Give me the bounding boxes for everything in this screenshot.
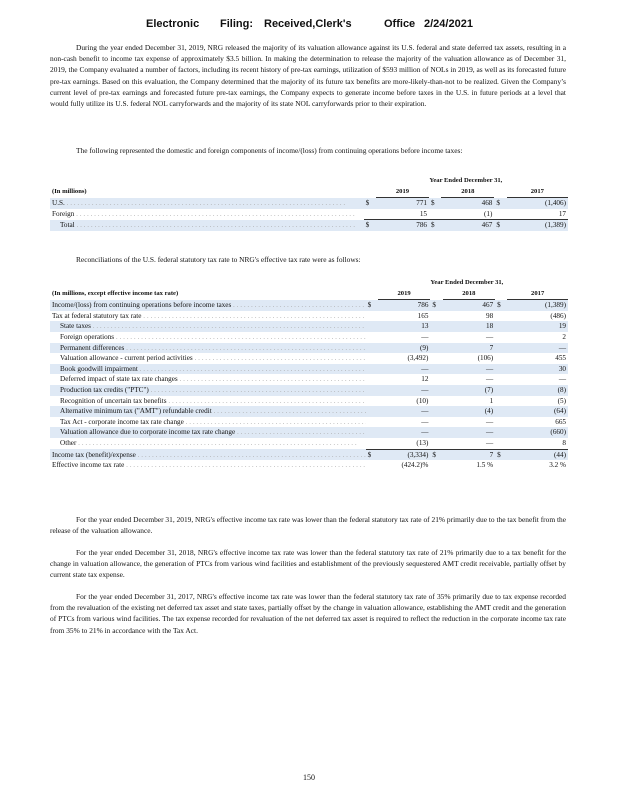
paragraph-2019-rate: For the year ended December 31, 2019, NRG's effective income tax rate was lower than the federal statutory tax rate of 21% primarily due to the tax benefit from the release of the valuation allowance.: [50, 515, 566, 536]
value-2017: (8): [507, 385, 568, 396]
value-2017: (5): [557, 396, 566, 405]
currency-symbol: $: [366, 449, 378, 460]
currency-symbol: [495, 353, 507, 364]
value-2017: (660): [507, 427, 568, 438]
currency-symbol: [366, 427, 378, 438]
value-2019: (3,334): [378, 449, 431, 460]
value-2017: (1,389): [507, 300, 568, 311]
value-2019: 15: [419, 209, 428, 218]
currency-symbol: [364, 209, 376, 220]
value-2018: (7): [443, 385, 496, 396]
value-2019: —: [378, 364, 431, 375]
currency-symbol: $: [429, 220, 441, 231]
currency-symbol: [366, 460, 378, 471]
currency-symbol: [430, 374, 442, 385]
paragraph-valuation-allowance: During the year ended December 31, 2019, NRG released the majority of its valuation allowance against its U.S. federal and state deferred tax assets, resulting in a non-cash benefit to income tax expense of approximately $3.5 billion. In making the determination to release the majority of the valuation allowance as of December 31, 2019, the Company evaluated a number of factors, including its recent history of pre-tax earnings, utilization of $593 million of NOLs in 2019, as well as its forecasted future pre-tax earnings. Based on this evaluation, the Company determined that the majority of its future tax benefits are more-likely-than-not to be realized. Given the Company’s current level of pre-tax earnings and forecasted future pre-tax earnings, the Company expects to generate income before taxes in the U.S. in future periods at a level that would fully utilize its U.S. federal NOL carryforwards and the majority of its state NOL carryforwards prior to their expiration.: [50, 43, 566, 109]
currency-symbol: [430, 417, 442, 428]
currency-symbol: [366, 364, 378, 375]
currency-symbol: [494, 209, 506, 220]
value-2018: —: [485, 438, 494, 447]
table1-unit-label: (In millions): [52, 188, 87, 196]
table1-year-2017: 2017: [507, 187, 568, 198]
value-2017: (44): [507, 449, 568, 460]
value-2017: —: [558, 375, 566, 384]
currency-symbol: [430, 406, 442, 417]
currency-symbol: [430, 321, 442, 332]
value-2018: (106): [477, 354, 494, 363]
table-row: [50, 417, 568, 428]
table-row: [50, 321, 568, 332]
table-row: [50, 220, 568, 231]
currency-symbol: [430, 364, 442, 375]
currency-symbol: [495, 396, 507, 407]
value-2018: —: [485, 417, 494, 426]
value-2018: 467: [441, 220, 494, 231]
value-2019: —: [378, 385, 431, 396]
value-2018: 18: [443, 321, 496, 332]
paragraph-2018-rate: For the year ended December 31, 2018, NRG's effective income tax rate was lower than the federal statutory tax rate of 21% primarily due to a tax benefit for the change in valuation allowance, the generation of PTCs from various wind facilities and establishment of the previously sequestered AMT credit receivable, partially offset by current state tax expense.: [50, 548, 566, 580]
currency-symbol: [366, 406, 378, 417]
value-2019: 771: [376, 198, 429, 209]
currency-symbol: $: [494, 198, 506, 209]
table-row: [50, 198, 568, 209]
value-2018: —: [443, 364, 496, 375]
table1-period-header: Year Ended December 31,: [429, 177, 503, 184]
value-2019: (424.2)%: [401, 461, 429, 470]
value-2019: (9): [378, 343, 431, 354]
currency-symbol: [366, 396, 378, 407]
value-2019: (10): [416, 396, 429, 405]
value-2019: 165: [417, 311, 429, 320]
value-2017: 19: [507, 321, 568, 332]
table-row: [50, 396, 568, 407]
currency-symbol: [430, 427, 442, 438]
value-2018: (1): [484, 209, 493, 218]
row-label: Foreign . . .: [50, 209, 364, 220]
value-2017: 3.2 %: [549, 461, 566, 470]
currency-symbol: [430, 343, 442, 354]
currency-symbol: $: [430, 449, 442, 460]
currency-symbol: [366, 332, 378, 343]
row-label: Book goodwill impairment . . .: [50, 364, 366, 375]
currency-symbol: $: [494, 220, 506, 231]
currency-symbol: [495, 343, 507, 354]
income-components-table: [50, 176, 568, 231]
currency-symbol: [495, 332, 507, 343]
table-row: [50, 385, 568, 396]
value-2017: 455: [555, 354, 566, 363]
value-2018: (4): [443, 406, 496, 417]
currency-symbol: [495, 438, 507, 449]
currency-symbol: $: [429, 198, 441, 209]
header-filing: Filing:: [220, 18, 253, 30]
row-label: U.S. . . .: [50, 198, 364, 209]
table-row: [50, 374, 568, 385]
currency-symbol: $: [495, 300, 507, 311]
table-row: [50, 332, 568, 343]
value-2019: —: [421, 417, 429, 426]
value-2017: (1,406): [507, 198, 568, 209]
value-2017: (1,389): [507, 220, 568, 231]
value-2017: 30: [507, 364, 568, 375]
row-label: Effective income tax rate . . .: [50, 460, 366, 471]
currency-symbol: [495, 385, 507, 396]
row-label: Deferred impact of state tax rate changes . . .: [50, 374, 366, 385]
paragraph-reconciliation-intro: Reconciliations of the U.S. federal statutory tax rate to NRG's effective tax rate were as follows:: [76, 255, 361, 264]
currency-symbol: [430, 353, 442, 364]
table1-year-2018: 2018: [441, 187, 494, 198]
currency-symbol: [366, 353, 378, 364]
currency-symbol: [495, 406, 507, 417]
value-2018: 467: [443, 300, 496, 311]
currency-symbol: [495, 460, 507, 471]
value-2017: (64): [507, 406, 568, 417]
value-2017: 665: [555, 417, 566, 426]
value-2018: 1: [489, 396, 494, 405]
currency-symbol: $: [364, 220, 376, 231]
currency-symbol: [495, 311, 507, 322]
table-row: [50, 460, 568, 471]
row-label: Production tax credits ("PTC") . . .: [50, 385, 366, 396]
currency-symbol: $: [430, 300, 442, 311]
header-electronic: Electronic: [146, 18, 200, 30]
tax-rate-reconciliation-table: [50, 278, 568, 471]
value-2019: —: [378, 406, 431, 417]
table-row: [50, 209, 568, 220]
value-2019: 786: [378, 300, 431, 311]
currency-symbol: [366, 374, 378, 385]
currency-symbol: [430, 396, 442, 407]
value-2019: —: [378, 427, 431, 438]
currency-symbol: [366, 417, 378, 428]
currency-symbol: [429, 209, 441, 220]
value-2018: 7: [443, 343, 496, 354]
value-2018: —: [443, 427, 496, 438]
row-label: Tax at federal statutory tax rate . . .: [50, 311, 366, 322]
currency-symbol: [430, 385, 442, 396]
currency-symbol: $: [495, 449, 507, 460]
table1-year-2019: 2019: [376, 187, 429, 198]
currency-symbol: [495, 374, 507, 385]
currency-symbol: [495, 364, 507, 375]
currency-symbol: [430, 311, 442, 322]
currency-symbol: [366, 438, 378, 449]
header-received: Received,Clerk's: [264, 18, 352, 30]
currency-symbol: $: [366, 300, 378, 311]
table2-period-header: Year Ended December 31,: [430, 279, 504, 286]
row-label: Foreign operations . . .: [50, 332, 366, 343]
value-2018: 468: [441, 198, 494, 209]
value-2018: 1.5 %: [476, 461, 494, 470]
paragraph-domestic-foreign-intro: The following represented the domestic and foreign components of income/(loss) from continuing operations before income taxes:: [76, 146, 463, 155]
table2-unit-label: (In millions, except effective income tax rate): [52, 290, 179, 298]
row-label: Valuation allowance due to corporate income tax rate change . . .: [50, 427, 366, 438]
value-2017: —: [507, 343, 568, 354]
value-2019: 786: [376, 220, 429, 231]
value-2018: 7: [443, 449, 496, 460]
value-2018: —: [485, 375, 494, 384]
value-2017: (486): [550, 311, 566, 320]
paragraph-2017-rate: For the year ended December 31, 2017, NRG's effective income tax rate was lower than the federal statutory tax rate of 35% primarily due to tax expense recorded from the revaluation of the existing net deferred tax asset and state taxes, partially offset by the change in valuation allowance, establishing the AMT credit and the generation of PTCs from various wind facilities. The tax expense recorded for revaluation of the net deferred tax asset is required to reflect the reduction in the corporate income tax rate from 35% to 21% in accordance with the Tax Act.: [50, 592, 566, 635]
currency-symbol: [495, 321, 507, 332]
currency-symbol: [430, 438, 442, 449]
page-number: 150: [303, 773, 315, 782]
row-label: Income/(loss) from continuing operations before income taxes . . .: [50, 300, 366, 311]
row-label: Permanent differences . . .: [50, 343, 366, 354]
currency-symbol: [495, 427, 507, 438]
value-2019: (3,492): [407, 354, 429, 363]
row-label: State taxes . . .: [50, 321, 366, 332]
value-2019: 12: [421, 375, 429, 384]
value-2017: 8: [562, 438, 566, 447]
value-2017: 17: [558, 209, 566, 218]
table-row: [50, 449, 568, 460]
currency-symbol: [366, 385, 378, 396]
value-2018: —: [485, 332, 494, 341]
value-2019: (13): [416, 438, 429, 447]
filing-header: [0, 18, 618, 32]
row-label: Recognition of uncertain tax benefits . . .: [50, 396, 366, 407]
row-label: Tax Act - corporate income tax rate change . . .: [50, 417, 366, 428]
row-label: Total . . .: [50, 220, 364, 231]
table-row: [50, 300, 568, 311]
table-row: [50, 364, 568, 375]
table2-year-2019: 2019: [378, 289, 431, 300]
table-row: [50, 406, 568, 417]
value-2019: 13: [378, 321, 431, 332]
row-label: Alternative minimum tax ("AMT") refundable credit . . .: [50, 406, 366, 417]
currency-symbol: [366, 343, 378, 354]
currency-symbol: $: [364, 198, 376, 209]
table2-year-2017: 2017: [507, 289, 568, 300]
row-label: Income tax (benefit)/expense . . .: [50, 449, 366, 460]
value-2017: 2: [562, 332, 566, 341]
currency-symbol: [495, 417, 507, 428]
table-row: [50, 311, 568, 322]
currency-symbol: [366, 311, 378, 322]
currency-symbol: [430, 332, 442, 343]
currency-symbol: [430, 460, 442, 471]
table-row: [50, 343, 568, 354]
value-2019: —: [421, 332, 429, 341]
header-office: Office: [384, 18, 416, 30]
table2-year-2018: 2018: [443, 289, 496, 300]
currency-symbol: [366, 321, 378, 332]
table-row: [50, 438, 568, 449]
table-row: [50, 353, 568, 364]
row-label: Valuation allowance - current period activities . . .: [50, 353, 366, 364]
table-row: [50, 427, 568, 438]
header-date: 2/24/2021: [424, 18, 473, 30]
value-2018: 98: [485, 311, 494, 320]
row-label: Other . . .: [50, 438, 366, 449]
